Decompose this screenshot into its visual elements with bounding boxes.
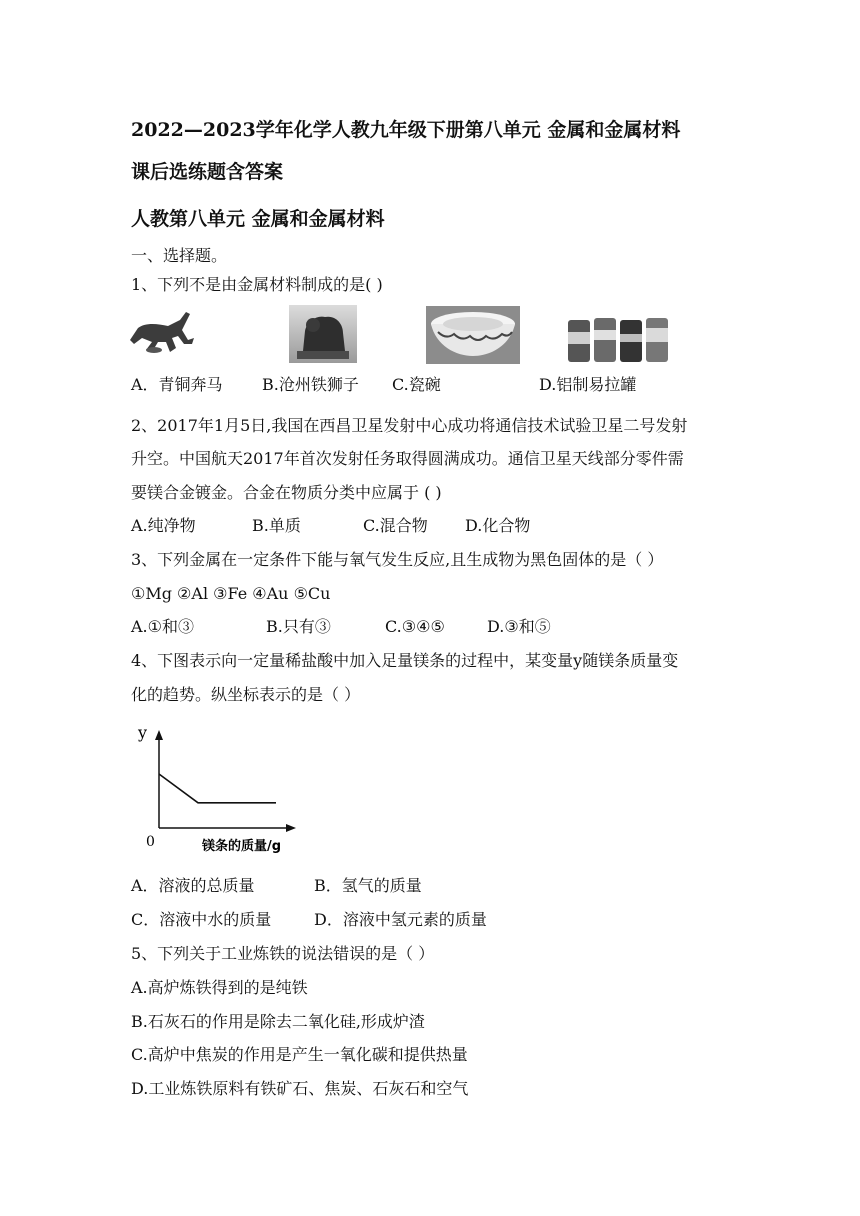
q4-line2: 化的趋势。纵坐标表示的是（ ）: [131, 685, 361, 704]
q4-option-c: C．溶液中水的质量: [131, 910, 272, 929]
q5-option-d: D.工业炼铁原料有铁矿石、焦炭、石灰石和空气: [131, 1079, 469, 1098]
origin-label: 0: [146, 834, 155, 850]
q4-option-a: A．溶液的总质量: [131, 876, 255, 895]
x-axis-arrow: [286, 824, 296, 832]
q4-option-b: B．氢气的质量: [314, 876, 422, 895]
y-axis-arrow: [155, 730, 163, 740]
q3-stem: 3、下列金属在一定条件下能与氧气发生反应,且生成物为黑色固体的是（ ）: [131, 550, 664, 569]
q1-option-b: B.沧州铁狮子: [262, 375, 359, 394]
q5-option-a: A.高炉炼铁得到的是纯铁: [131, 978, 308, 997]
q1-option-a: A．青铜奔马: [131, 375, 223, 394]
q4-chart: [128, 716, 308, 856]
q5-stem: 5、下列关于工业炼铁的说法错误的是（ ）: [131, 944, 435, 963]
y-axis-label: y: [138, 723, 148, 742]
porcelain-bowl-image: [426, 306, 520, 364]
q1-option-c: C.瓷碗: [392, 375, 441, 394]
series-line: [159, 774, 276, 803]
q2-option-b: B.单质: [252, 516, 301, 535]
doc-title-line2: 课后选练题含答案: [131, 161, 284, 183]
iron-lion-image: [289, 305, 357, 363]
q2-line2: 升空。中国航天2017年首次发射任务取得圆满成功。通信卫星天线部分零件需: [131, 449, 684, 468]
q2-option-d: D.化合物: [465, 516, 531, 535]
q3-option-a: A.①和③: [131, 617, 194, 636]
section-title: 人教第八单元 金属和金属材料: [131, 208, 385, 230]
q2-line3: 要镁合金镀金。合金在物质分类中应属于 ( ): [131, 483, 442, 502]
bronze-horse-image: [128, 306, 198, 362]
q3-option-d: D.③和⑤: [487, 617, 551, 636]
q1-option-d: D.铝制易拉罐: [539, 375, 637, 394]
q2-option-a: A.纯净物: [131, 516, 196, 535]
q4-option-d: D．溶液中氢元素的质量: [314, 910, 487, 929]
x-axis-label: 镁条的质量/g: [202, 839, 282, 854]
q3-items: ①Mg ②Al ③Fe ④Au ⑤Cu: [131, 584, 331, 603]
q5-option-c: C.高炉中焦炭的作用是产生一氧化碳和提供热量: [131, 1045, 468, 1064]
q2-option-c: C.混合物: [363, 516, 428, 535]
q3-option-b: B.只有③: [266, 617, 331, 636]
part-heading: 一、选择题。: [131, 246, 228, 265]
q5-option-b: B.石灰石的作用是除去二氧化硅,形成炉渣: [131, 1012, 425, 1031]
aluminum-cans-image: [566, 316, 670, 364]
doc-title-line1: 2022—2023学年化学人教九年级下册第八单元 金属和金属材料: [131, 119, 681, 141]
q1-stem: 1、下列不是由金属材料制成的是( ): [131, 275, 383, 294]
q2-line1: 2、2017年1月5日,我国在西昌卫星发射中心成功将通信技术试验卫星二号发射: [131, 416, 688, 435]
q4-line1: 4、下图表示向一定量稀盐酸中加入足量镁条的过程中，某变量y随镁条质量变: [131, 651, 679, 670]
q3-option-c: C.③④⑤: [385, 617, 445, 636]
